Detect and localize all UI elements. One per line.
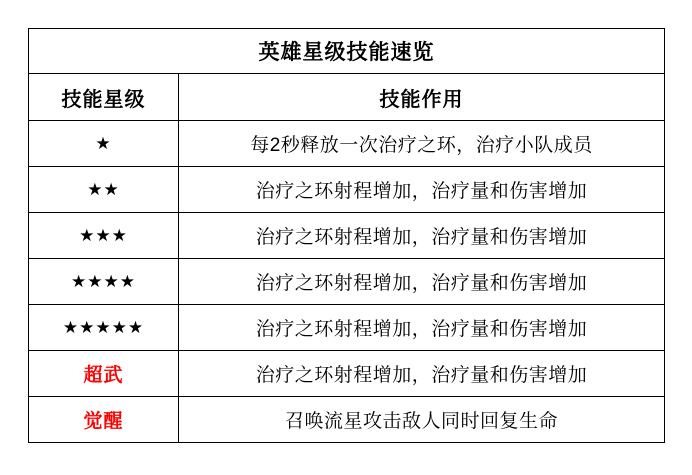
skill-effect-cell: 治疗之环射程增加，治疗量和伤害增加 [179,167,665,213]
skill-effect-cell: 治疗之环射程增加，治疗量和伤害增加 [179,259,665,305]
table-row [29,397,665,443]
table-header-row [29,74,665,121]
column-header-effect: 技能作用 [179,74,665,121]
skill-effect-cell: 召唤流星攻击敌人同时回复生命 [179,397,665,443]
star-rating-cell: ★ [29,121,179,167]
skill-effect-cell: 治疗之环射程增加，治疗量和伤害增加 [179,351,665,397]
table-row [29,167,665,213]
star-rating-cell-awaken: 觉醒 [29,397,179,443]
star-rating-cell: ★★★★★ [29,305,179,351]
star-rating-cell: ★★ [29,167,179,213]
skill-effect-cell: 治疗之环射程增加，治疗量和伤害增加 [179,213,665,259]
table-title-row [29,29,665,74]
table-title: 英雄星级技能速览 [29,29,665,74]
hero-star-skill-table [28,28,665,443]
skill-effect-cell: 每2秒释放一次治疗之环，治疗小队成员 [179,121,665,167]
star-rating-cell: ★★★ [29,213,179,259]
table-row [29,213,665,259]
skill-table-container [28,28,664,443]
column-header-star: 技能星级 [29,74,179,121]
skill-effect-cell: 治疗之环射程增加，治疗量和伤害增加 [179,305,665,351]
table-row [29,121,665,167]
star-rating-cell-super-weapon: 超武 [29,351,179,397]
table-row [29,259,665,305]
table-row [29,351,665,397]
star-rating-cell: ★★★★ [29,259,179,305]
table-row [29,305,665,351]
